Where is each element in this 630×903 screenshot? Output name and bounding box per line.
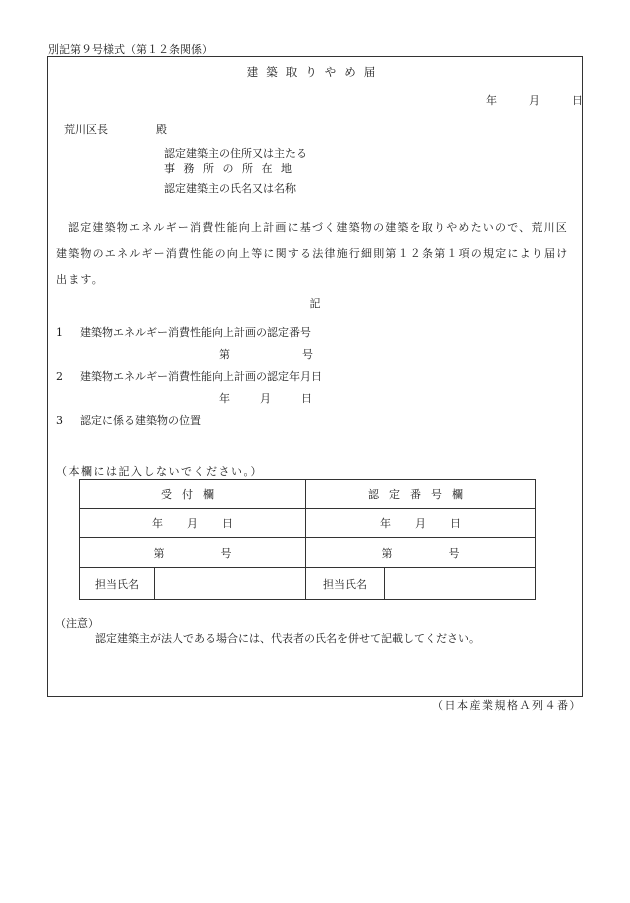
cert-date-month: 月 (260, 392, 271, 405)
addressee-honorific: 殿 (156, 123, 167, 136)
item-label: 建築物エネルギー消費性能向上計画の認定年月日 (80, 370, 322, 383)
reception-header: 受付欄 (80, 480, 306, 509)
reception-staff-label: 担当氏名 (80, 568, 155, 600)
applicant-address-label (164, 146, 307, 176)
cert-staff-label: 担当氏名 (306, 568, 385, 600)
addressee (64, 121, 167, 137)
cert-number-dai: 第 (219, 348, 230, 361)
date-month: 月 (529, 94, 542, 107)
applicant-address-line1: 認定建築主の住所又は主たる (164, 147, 307, 160)
item-3 (56, 412, 201, 428)
item-number: 2 (56, 370, 63, 383)
submission-date (486, 92, 585, 108)
ki-heading: 記 (309, 297, 321, 310)
office-use-note: （本欄には記入しないでください。） (56, 465, 263, 478)
cert-date-cell: 年 月 日 (306, 509, 536, 538)
cert-date-day: 日 (301, 392, 312, 405)
cert-number-header: 認定番号欄 (306, 480, 536, 509)
item-1 (56, 324, 311, 340)
reception-staff-field (155, 568, 306, 600)
item-2-value (219, 390, 312, 406)
item-2 (56, 368, 322, 384)
item-1-value (219, 346, 313, 362)
form-title: 建築取りやめ届 (246, 65, 384, 79)
item-label: 認定に係る建築物の位置 (80, 414, 201, 427)
cert-number-go: 号 (302, 348, 313, 361)
date-year: 年 (486, 94, 499, 107)
addressee-name: 荒川区長 (64, 123, 108, 136)
reception-number-cell: 第 号 (80, 538, 306, 568)
cert-staff-field (385, 568, 536, 600)
notes-heading: （注意） (55, 617, 99, 630)
applicant-address-line2: 事務所の所在地 (164, 162, 301, 175)
applicant-name-label: 認定建築主の氏名又は名称 (164, 182, 296, 195)
form-label: 別記第９号様式（第１２条関係） (48, 43, 213, 56)
item-number: 1 (56, 326, 63, 339)
item-label: 建築物エネルギー消費性能向上計画の認定番号 (80, 326, 311, 339)
notes-body: 認定建築主が法人である場合には、代表者の氏名を併せて記載してください。 (95, 632, 480, 645)
item-number: 3 (56, 414, 63, 427)
paper-size-note: （日本産業規格Ａ列４番） (432, 699, 582, 712)
date-day: 日 (572, 94, 585, 107)
body-text: 認定建築物エネルギー消費性能向上計画に基づく建築物の建築を取りやめたいので、荒川区建築物のエネルギー消費性能の向上等に関する法律施行細則第１２条第１項の規定により届け出ます。 (56, 221, 569, 286)
cert-number-cell: 第 号 (306, 538, 536, 568)
reception-date-cell: 年 月 日 (80, 509, 306, 538)
cert-date-year: 年 (219, 392, 230, 405)
office-use-table (79, 479, 536, 600)
